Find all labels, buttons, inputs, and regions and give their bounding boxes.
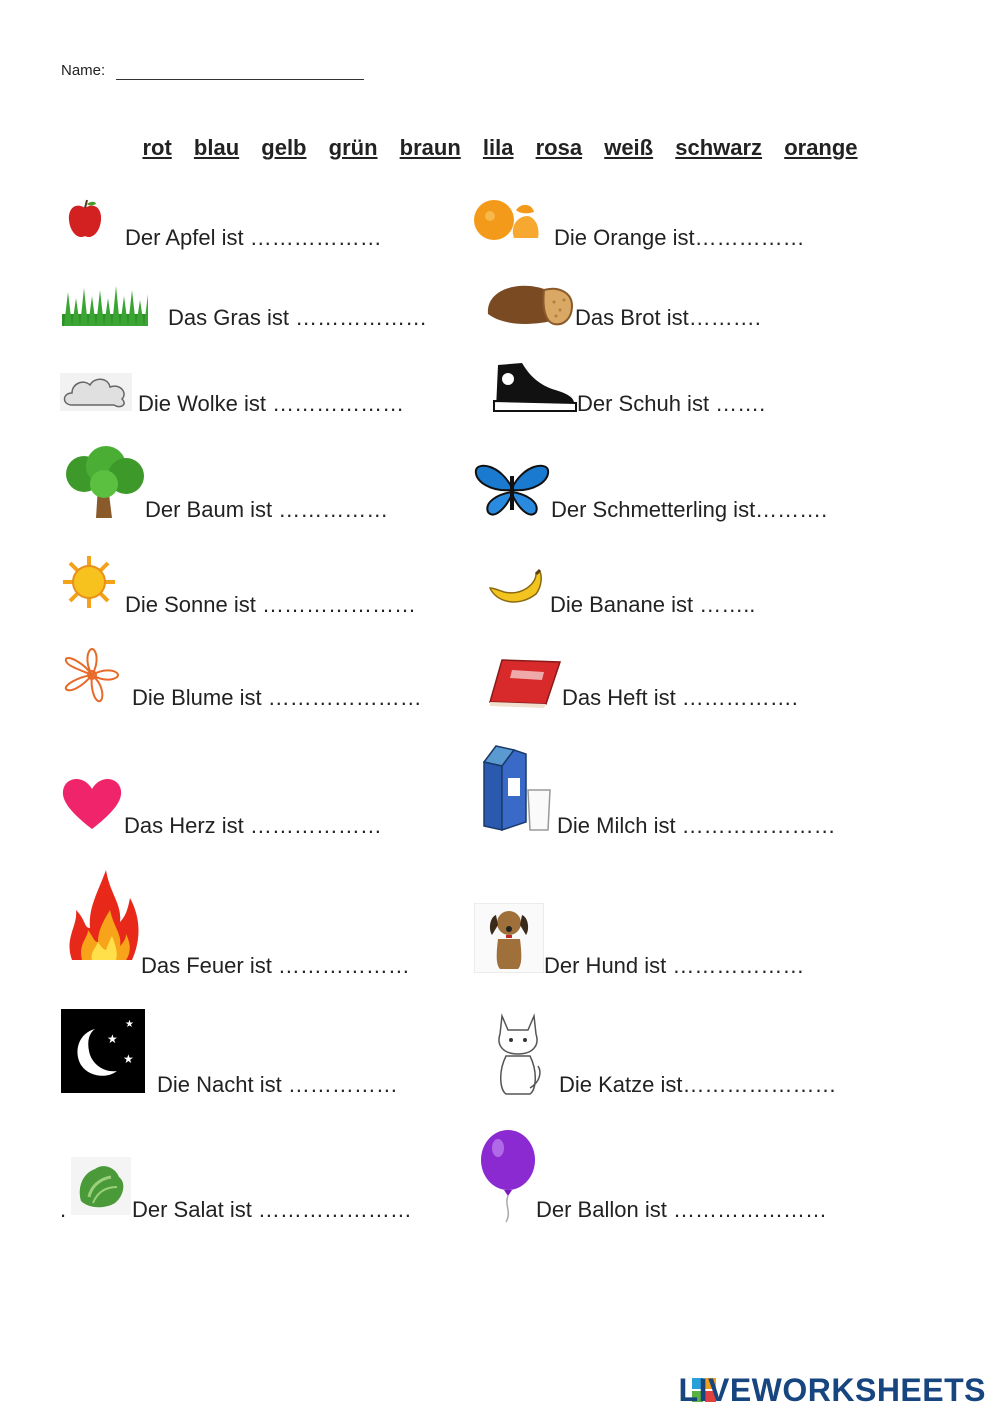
sentence-cloud: Die Wolke ist ……………… xyxy=(138,391,405,416)
word-bank-item: weiß xyxy=(604,135,654,160)
sentence-apple: Der Apfel ist ……………… xyxy=(125,225,382,250)
apple-icon xyxy=(66,198,104,240)
sentence-banana: Die Banane ist …….. xyxy=(550,592,756,617)
heart-icon xyxy=(60,775,124,831)
name-field-line[interactable] xyxy=(116,79,364,80)
word-bank-item: schwarz xyxy=(675,135,763,160)
word-bank-item: blau xyxy=(193,135,240,160)
notebook-icon xyxy=(488,656,562,710)
balloon-icon xyxy=(478,1128,538,1224)
word-bank-item: braun xyxy=(399,135,461,160)
stray-dot: . xyxy=(60,1197,67,1222)
sentence-orange: Die Orange ist…………… xyxy=(554,225,805,250)
tree-icon xyxy=(60,446,148,518)
sentence-notebook: Das Heft ist ……………. xyxy=(562,685,798,710)
svg-text:★: ★ xyxy=(107,1032,118,1046)
shoe-icon xyxy=(492,361,578,413)
sentence-lettuce: Der Salat ist ………………… xyxy=(132,1197,412,1222)
sentence-tree: Der Baum ist …………… xyxy=(145,497,389,522)
night-moon-icon xyxy=(61,1009,145,1093)
svg-text:★: ★ xyxy=(123,1052,134,1066)
sentence-flower: Die Blume ist ………………… xyxy=(132,685,422,710)
sentence-grass: Das Gras ist ……………… xyxy=(168,305,428,330)
dog-icon xyxy=(474,903,544,973)
butterfly-icon xyxy=(474,462,550,520)
sentence-night: Die Nacht ist …………… xyxy=(157,1072,398,1097)
cloud-icon xyxy=(60,373,132,411)
sentence-sun: Die Sonne ist ………………… xyxy=(125,592,416,617)
orange-icon xyxy=(470,194,542,242)
bread-icon xyxy=(484,280,576,328)
sentence-dog: Der Hund ist ……………… xyxy=(544,953,805,978)
sun-icon xyxy=(60,554,118,610)
grass-icon xyxy=(60,284,150,326)
flower-icon xyxy=(60,647,124,705)
sentence-fire: Das Feuer ist ……………… xyxy=(141,953,410,978)
word-bank-item: rosa xyxy=(535,135,583,160)
sentence-balloon: Der Ballon ist ………………… xyxy=(536,1197,827,1222)
word-bank-item: rot xyxy=(142,135,172,160)
word-bank-item: gelb xyxy=(261,135,307,160)
milk-icon xyxy=(480,742,554,834)
cat-icon xyxy=(492,1012,544,1096)
sentence-butterfly: Der Schmetterling ist………. xyxy=(551,497,828,522)
fire-icon xyxy=(64,868,142,964)
sentence-cat: Die Katze ist………………… xyxy=(559,1072,837,1097)
word-bank-item: lila xyxy=(482,135,514,160)
word-bank-item: grün xyxy=(328,135,378,160)
word-bank-item: orange xyxy=(784,135,858,160)
sentence-milk: Die Milch ist ………………… xyxy=(557,813,836,838)
sentence-bread: Das Brot ist………. xyxy=(575,305,761,330)
banana-icon xyxy=(486,568,546,610)
word-bank xyxy=(0,135,1000,161)
sentence-shoe: Der Schuh ist ……. xyxy=(577,391,766,416)
brand-footer[interactable]: LIVEWORKSHEETS xyxy=(678,1372,986,1408)
sentence-heart: Das Herz ist ……………… xyxy=(124,813,382,838)
lettuce-icon xyxy=(71,1157,131,1215)
svg-text:★: ★ xyxy=(125,1019,134,1030)
name-label: Name: xyxy=(61,62,106,79)
